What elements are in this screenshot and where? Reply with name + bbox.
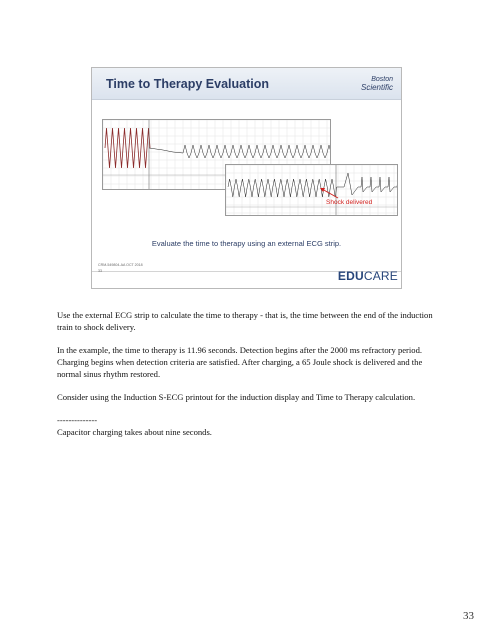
footer-document-id: CRM-549804-AA OCT 2018 [98, 263, 143, 267]
notes-paragraph: Consider using the Induction S-ECG printout for the induction display and Time to Therapy calculation. [57, 392, 416, 402]
notes-paragraph: Capacitor charging takes about nine seconds. [57, 427, 212, 437]
slide-title: Time to Therapy Evaluation [106, 77, 270, 91]
slide-footer [92, 263, 401, 288]
page-number: 33 [463, 610, 474, 622]
speaker-notes [57, 309, 438, 449]
educare-logo: EDUCARE [337, 269, 398, 283]
notes-paragraph: Use the external ECG strip to calculate the time to therapy - that is, the time between the end of the induction train to shock delivery. [57, 310, 433, 332]
slide-caption: Evaluate the time to therapy using an external ECG strip. [151, 239, 342, 248]
shock-arrow-icon [92, 68, 402, 289]
shock-delivered-label: Shock delivered [326, 199, 373, 206]
notes-paragraph: In the example, the time to therapy is 11.96 seconds. Detection begins after the 2000 ms refractory period. Charging begins when detection criteria are satisfied. After charging, a 65 Joule shock is delivered and the normal sinus rhythm restored. [57, 345, 423, 379]
boston-scientific-logo: Boston Scientific [360, 76, 393, 92]
notes-separator: -------------- [57, 415, 98, 425]
footer-slide-number: 33 [98, 269, 102, 273]
slide-thumbnail [91, 67, 402, 289]
